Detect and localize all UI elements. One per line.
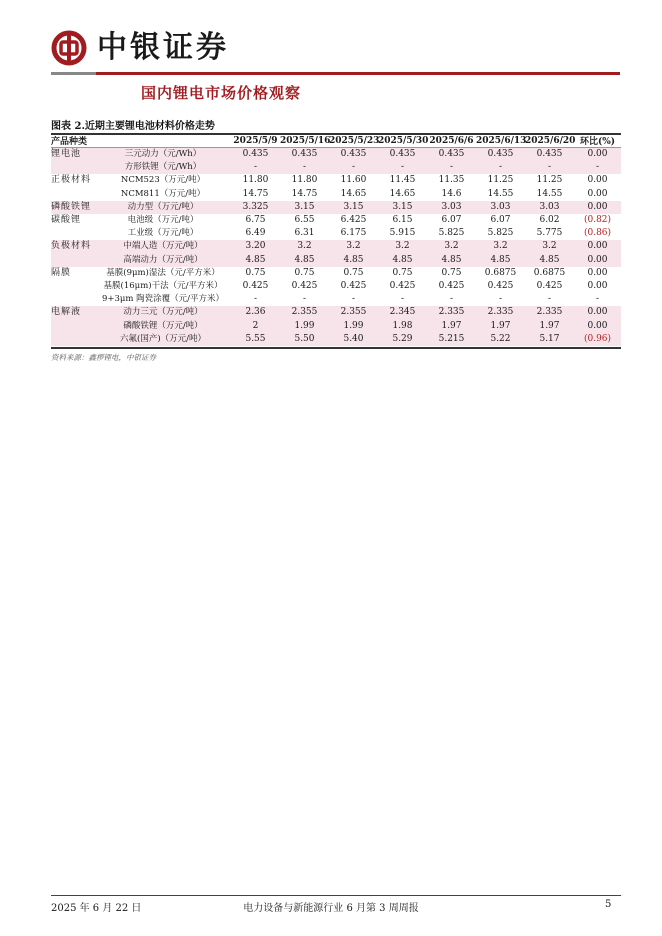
cell-value: 0.425 [340, 280, 367, 291]
cell-value: 3.15 [329, 201, 378, 214]
row-item: 中端人造（万元/吨） [95, 240, 231, 253]
row-category [51, 293, 95, 306]
row-item: 高端动力（万元/吨） [95, 254, 231, 267]
cell-value: 11.45 [389, 175, 416, 186]
figure-title: 图表 2.近期主要锂电池材料价格走势 [51, 121, 215, 132]
cell-value: 0.435 [476, 148, 525, 162]
cell-value: 5.40 [329, 333, 378, 346]
cell-value: 3.03 [427, 201, 476, 214]
cell-value: 14.55 [536, 188, 563, 199]
column-header: 2025/5/16 [280, 135, 331, 146]
cell-value: 2 [231, 319, 280, 332]
column-header: 2025/6/13 [476, 135, 527, 146]
cell-value: 4.85 [231, 254, 280, 267]
row-item: NCM523（万元/吨） [120, 175, 206, 186]
cell-value: 3.2 [378, 240, 427, 253]
cell-value: - [302, 294, 307, 305]
cell-value: 5.50 [280, 333, 329, 346]
cell-value: 5.17 [525, 333, 574, 346]
logo [51, 28, 229, 68]
cell-value: - [427, 161, 476, 174]
cell-value: 5.915 [389, 228, 416, 239]
cell-value: 1.98 [378, 319, 427, 332]
cell-value: 5.825 [438, 228, 465, 239]
cell-value: 1.99 [280, 319, 329, 332]
cell-value: 0.435 [329, 148, 378, 162]
cell-value: 0.75 [245, 267, 266, 278]
cell-value: 6.75 [245, 215, 266, 226]
table-row [51, 306, 621, 319]
cell-value: 1.97 [476, 319, 525, 332]
cell-value: - [351, 294, 356, 305]
cell-value: 0.435 [231, 148, 280, 162]
cell-change: 0.00 [574, 240, 621, 253]
cell-value: 4.85 [329, 254, 378, 267]
row-item: 磷酸铁锂（万元/吨） [95, 319, 231, 332]
cell-value: 4.85 [280, 254, 329, 267]
cell-value: 5.775 [536, 228, 563, 239]
page-number: 5 [605, 899, 612, 910]
cell-value: 5.22 [476, 333, 525, 346]
cell-value: 6.49 [245, 228, 266, 239]
cell-value: - [231, 161, 280, 174]
row-category [51, 227, 95, 240]
cell-value: 0.6875 [533, 267, 566, 278]
cell-value: 0.435 [378, 148, 427, 162]
row-item: 工业级（万元/吨） [127, 228, 199, 239]
table-row [51, 240, 621, 253]
cell-value: 2.355 [280, 306, 329, 319]
cell-value: 11.80 [291, 175, 318, 186]
row-item: NCM811（万元/吨） [120, 188, 206, 199]
cell-value: 0.425 [389, 280, 416, 291]
row-item: 9+3μm 陶瓷涂覆（元/平方米） [101, 294, 225, 305]
footer-report-title: 电力设备与新能源行业 6 月第 3 周周报 [243, 903, 419, 914]
row-category [51, 333, 95, 346]
cell-value: 4.85 [378, 254, 427, 267]
cell-value: 11.35 [438, 175, 465, 186]
cell-value: 5.55 [231, 333, 280, 346]
cell-value: 3.15 [280, 201, 329, 214]
cell-value: - [449, 294, 454, 305]
cell-value: 0.75 [441, 267, 462, 278]
cell-value: 2.345 [378, 306, 427, 319]
table-row [51, 188, 621, 201]
cell-value: - [547, 294, 552, 305]
cell-value: 6.31 [294, 228, 315, 239]
cell-value: 14.55 [487, 188, 514, 199]
cell-value: 6.07 [441, 215, 462, 226]
cell-value: 2.36 [231, 306, 280, 319]
row-category: 电解液 [51, 306, 95, 319]
row-category [51, 161, 95, 174]
cell-value: 3.2 [476, 240, 525, 253]
row-category: 负极材料 [51, 240, 95, 253]
cell-change: - [574, 161, 621, 174]
cell-value: 6.175 [340, 228, 367, 239]
column-header: 2025/5/9 [231, 134, 280, 148]
cell-value: - [253, 294, 258, 305]
table-header-row [51, 134, 621, 148]
cell-value: 0.435 [525, 148, 574, 162]
row-category: 锂电池 [51, 148, 95, 162]
cell-value: 4.85 [476, 254, 525, 267]
cell-value: 3.2 [525, 240, 574, 253]
row-item: 方形铁锂（元/Wh） [95, 161, 231, 174]
footer-rule [51, 895, 621, 896]
table-bottom-rule [51, 347, 621, 349]
cell-value: 6.07 [490, 215, 511, 226]
cell-change: 0.00 [587, 188, 608, 199]
table-row [51, 333, 621, 346]
row-category: 碳酸锂 [51, 215, 82, 226]
cell-value: 0.425 [438, 280, 465, 291]
row-item: 电池级（万元/吨） [127, 215, 199, 226]
cell-value: 5.29 [378, 333, 427, 346]
cell-value: 11.25 [487, 175, 514, 186]
cell-value: 3.20 [231, 240, 280, 253]
cell-value: 4.85 [427, 254, 476, 267]
cell-change: 0.00 [587, 280, 608, 291]
cell-change: (0.96) [574, 333, 621, 346]
row-item: 基膜(16μm)干法（元/平方米） [103, 280, 223, 291]
row-category [51, 188, 95, 201]
table-row [51, 201, 621, 214]
cell-value: 0.425 [487, 280, 514, 291]
row-item: 动力型（万元/吨） [95, 201, 231, 214]
cell-change: (0.86) [583, 228, 612, 239]
footer-date: 2025 年 6 月 22 日 [51, 903, 142, 914]
cell-value: 3.325 [231, 201, 280, 214]
cell-value: 0.425 [536, 280, 563, 291]
table-row [51, 280, 621, 293]
cell-value: 14.65 [389, 188, 416, 199]
cell-change: 0.00 [574, 319, 621, 332]
cell-value: 3.03 [525, 201, 574, 214]
cell-value: 6.02 [539, 215, 560, 226]
table-row [51, 293, 621, 306]
row-category: 隔膜 [51, 267, 72, 278]
brand-name: 中银证券 [97, 30, 229, 65]
cell-value: - [280, 161, 329, 174]
cell-value: - [498, 294, 503, 305]
row-item: 六氟(国产)（万元/吨） [95, 333, 231, 346]
column-header-item [95, 134, 231, 148]
cell-value: 0.75 [343, 267, 364, 278]
bank-of-china-logo-icon [51, 30, 87, 66]
cell-value: 3.2 [427, 240, 476, 253]
cell-value: 14.65 [340, 188, 367, 199]
cell-value: 6.55 [294, 215, 315, 226]
cell-value: 2.335 [525, 306, 574, 319]
cell-change: 0.00 [587, 175, 608, 186]
cell-value: 5.825 [487, 228, 514, 239]
table-row [51, 267, 621, 280]
table-row [51, 227, 621, 240]
cell-value: 0.75 [392, 267, 413, 278]
cell-value: - [525, 161, 574, 174]
cell-value: 0.435 [427, 148, 476, 162]
cell-change: 0.00 [574, 148, 621, 162]
table-source: 资料来源：鑫椤锂电，中银证券 [51, 353, 156, 362]
cell-value: 14.75 [291, 188, 318, 199]
cell-value: 1.99 [329, 319, 378, 332]
cell-value: - [476, 161, 525, 174]
row-category [51, 280, 95, 293]
column-header: 2025/6/20 [525, 135, 576, 146]
header-rule-red [96, 72, 620, 75]
column-header: 2025/5/23 [329, 135, 380, 146]
table-row [51, 148, 621, 162]
column-header: 2025/5/30 [378, 135, 429, 146]
cell-value: - [329, 161, 378, 174]
row-category: 正极材料 [51, 175, 92, 186]
cell-change: 0.00 [574, 306, 621, 319]
cell-value: 0.75 [294, 267, 315, 278]
cell-value: 14.6 [441, 188, 462, 199]
table-row [51, 214, 621, 227]
row-category [51, 254, 95, 267]
cell-value: 6.425 [340, 215, 367, 226]
price-table [51, 134, 621, 346]
header-rule-gray [51, 72, 96, 75]
row-category [51, 319, 95, 332]
table-row [51, 161, 621, 174]
cell-value: 0.425 [242, 280, 269, 291]
cell-value: 0.6875 [484, 267, 517, 278]
table-row [51, 319, 621, 332]
column-header: 2025/6/6 [427, 134, 476, 148]
cell-value: 4.85 [525, 254, 574, 267]
row-item: 动力三元（万元/吨） [95, 306, 231, 319]
table-row [51, 254, 621, 267]
row-item: 基膜(9μm)湿法（元/平方米） [106, 267, 220, 278]
cell-change: - [595, 294, 600, 305]
cell-value: - [378, 161, 427, 174]
cell-value: 5.215 [427, 333, 476, 346]
cell-value: 3.2 [280, 240, 329, 253]
cell-value: 0.435 [280, 148, 329, 162]
cell-value: 6.15 [392, 215, 413, 226]
cell-value: 1.97 [427, 319, 476, 332]
cell-value: 2.335 [427, 306, 476, 319]
column-header: 环比(%) [574, 134, 621, 148]
cell-change: 0.00 [574, 201, 621, 214]
cell-value: 0.425 [291, 280, 318, 291]
cell-value: 3.2 [329, 240, 378, 253]
cell-value: 2.335 [476, 306, 525, 319]
row-category: 磷酸铁锂 [51, 201, 95, 214]
cell-change: 0.00 [574, 254, 621, 267]
cell-value: 11.80 [242, 175, 269, 186]
cell-value: 3.15 [378, 201, 427, 214]
cell-value: - [400, 294, 405, 305]
cell-change: 0.00 [587, 267, 608, 278]
cell-value: 14.75 [242, 188, 269, 199]
column-header-category: 产品种类 [51, 134, 95, 148]
cell-value: 11.25 [536, 175, 563, 186]
cell-value: 1.97 [525, 319, 574, 332]
table-row [51, 174, 621, 187]
section-title: 国内锂电市场价格观察 [141, 84, 302, 102]
cell-value: 3.03 [476, 201, 525, 214]
cell-value: 2.355 [329, 306, 378, 319]
row-item: 三元动力（元/Wh） [95, 148, 231, 162]
cell-change: (0.82) [583, 215, 612, 226]
cell-value: 11.60 [340, 175, 367, 186]
